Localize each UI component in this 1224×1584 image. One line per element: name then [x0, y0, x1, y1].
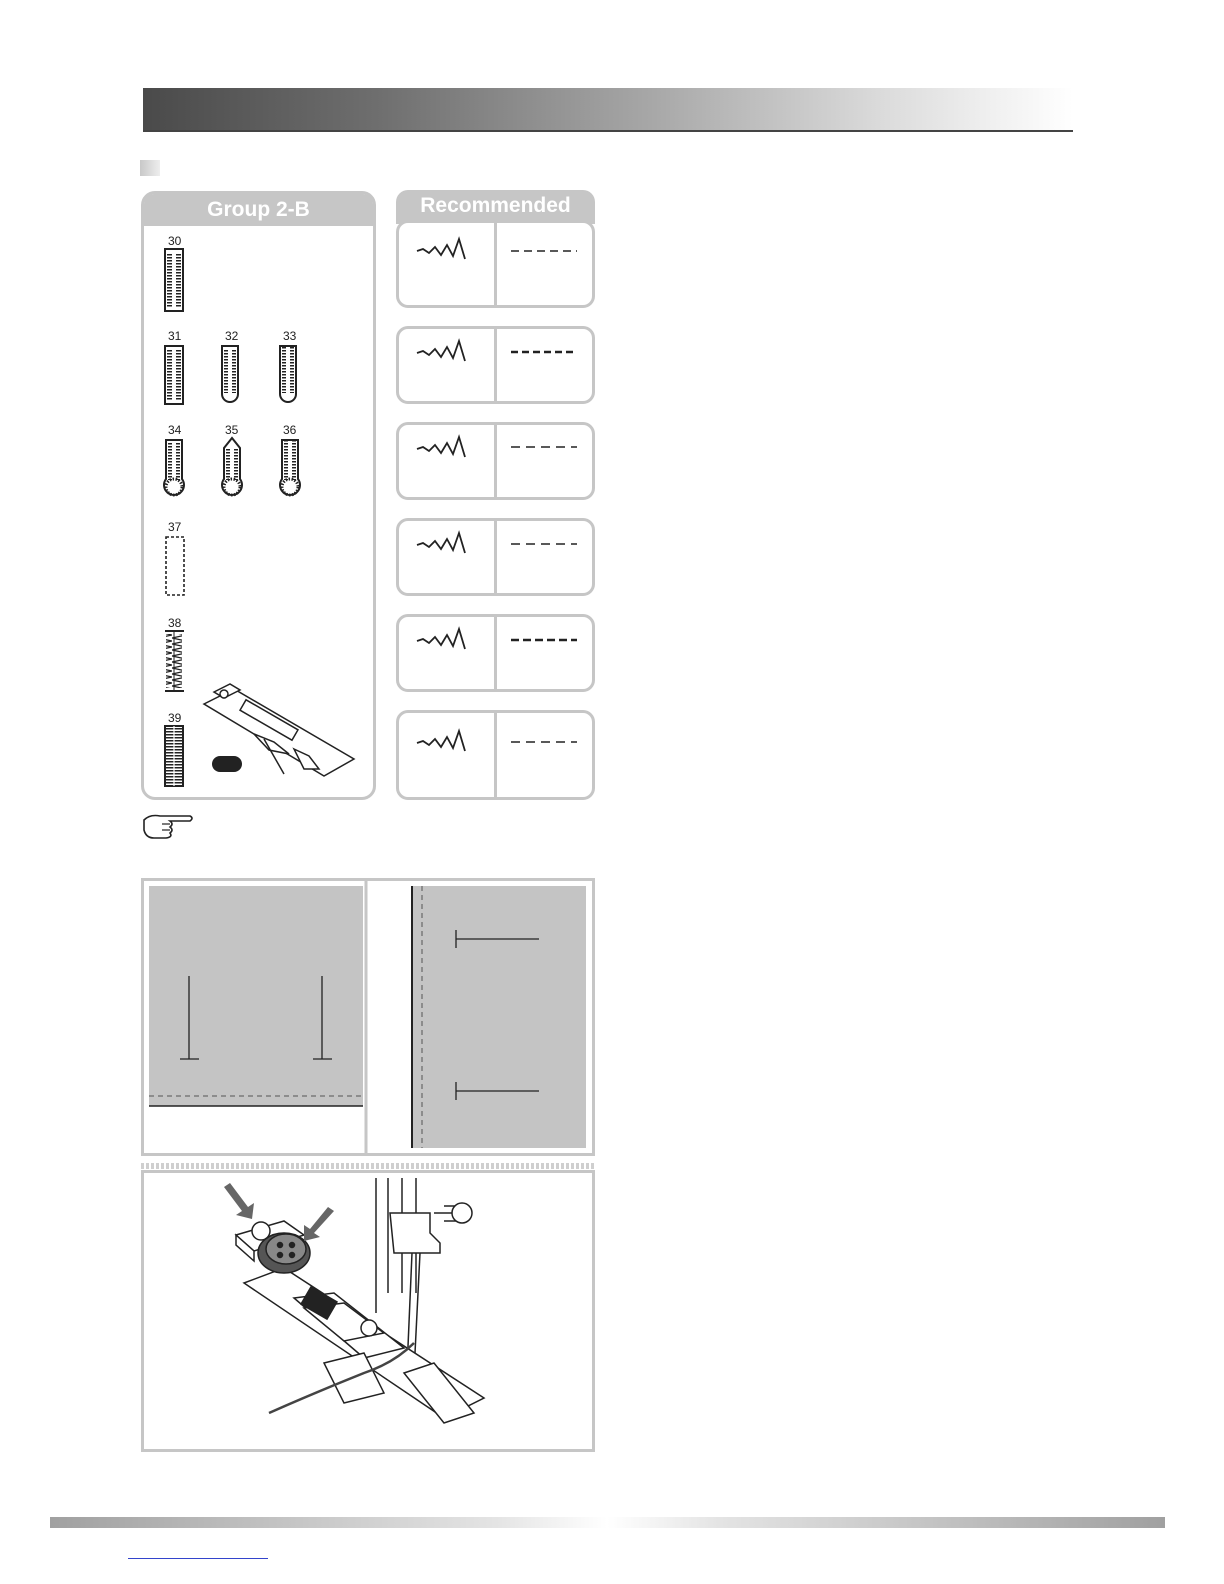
pattern-37-number: 37 [168, 520, 182, 534]
group-panel [141, 191, 376, 800]
recommended-row-1 [396, 220, 595, 308]
buttonhole-placement-illustration [141, 878, 595, 1156]
machine-foot-drawing [144, 1173, 592, 1449]
pattern-32-icon [222, 346, 238, 402]
pattern-31-number: 31 [168, 329, 182, 343]
section-marker [140, 160, 160, 176]
pattern-34-number: 34 [168, 423, 182, 437]
group-title: Group 2-B [144, 194, 373, 226]
recommended-row-6-icons [399, 713, 592, 797]
pattern-36-number: 36 [283, 423, 297, 437]
recommended-title: Recommended [396, 190, 595, 224]
pattern-34-icon [164, 440, 184, 495]
pattern-30-icon [165, 249, 183, 311]
pattern-39-number: 39 [168, 711, 182, 725]
pattern-35-number: 35 [225, 423, 239, 437]
recommended-row-2 [396, 326, 595, 404]
recommended-row-2-icons [399, 329, 592, 401]
footer-bar [50, 1517, 1165, 1528]
recommended-row-1-icons [399, 223, 592, 305]
pointing-hand-icon [140, 810, 198, 842]
zigzag-width-icon [417, 533, 465, 553]
pattern-36-icon [280, 440, 300, 495]
pattern-33-number: 33 [283, 329, 297, 343]
zigzag-width-icon [417, 629, 465, 649]
pattern-39-icon [165, 726, 183, 786]
buttonhole-patterns [144, 194, 373, 797]
zigzag-width-icon [417, 731, 465, 751]
buttonhole-foot-illustration [141, 1170, 595, 1452]
foot-label-badge [212, 756, 242, 772]
recommended-row-5-icons [399, 617, 592, 689]
recommended-row-3-icons [399, 425, 592, 497]
footer-link-underline[interactable] [128, 1558, 268, 1559]
pattern-31-icon [165, 346, 183, 404]
fabric-diagrams [144, 881, 592, 1153]
zigzag-width-icon [417, 239, 465, 259]
pattern-37-icon [166, 537, 184, 595]
pattern-32-number: 32 [225, 329, 239, 343]
header-bar [143, 88, 1073, 132]
recommended-row-6 [396, 710, 595, 800]
separator [141, 1163, 595, 1169]
recommended-row-5 [396, 614, 595, 692]
pattern-30-number: 30 [168, 234, 182, 248]
pattern-38-number: 38 [168, 616, 182, 630]
recommended-row-4 [396, 518, 595, 596]
recommended-row-4-icons [399, 521, 592, 593]
zigzag-width-icon [417, 341, 465, 361]
recommended-row-3 [396, 422, 595, 500]
pattern-35-icon [222, 438, 242, 495]
zigzag-width-icon [417, 437, 465, 457]
pattern-38-icon [165, 631, 184, 691]
pattern-33-icon [280, 346, 296, 402]
